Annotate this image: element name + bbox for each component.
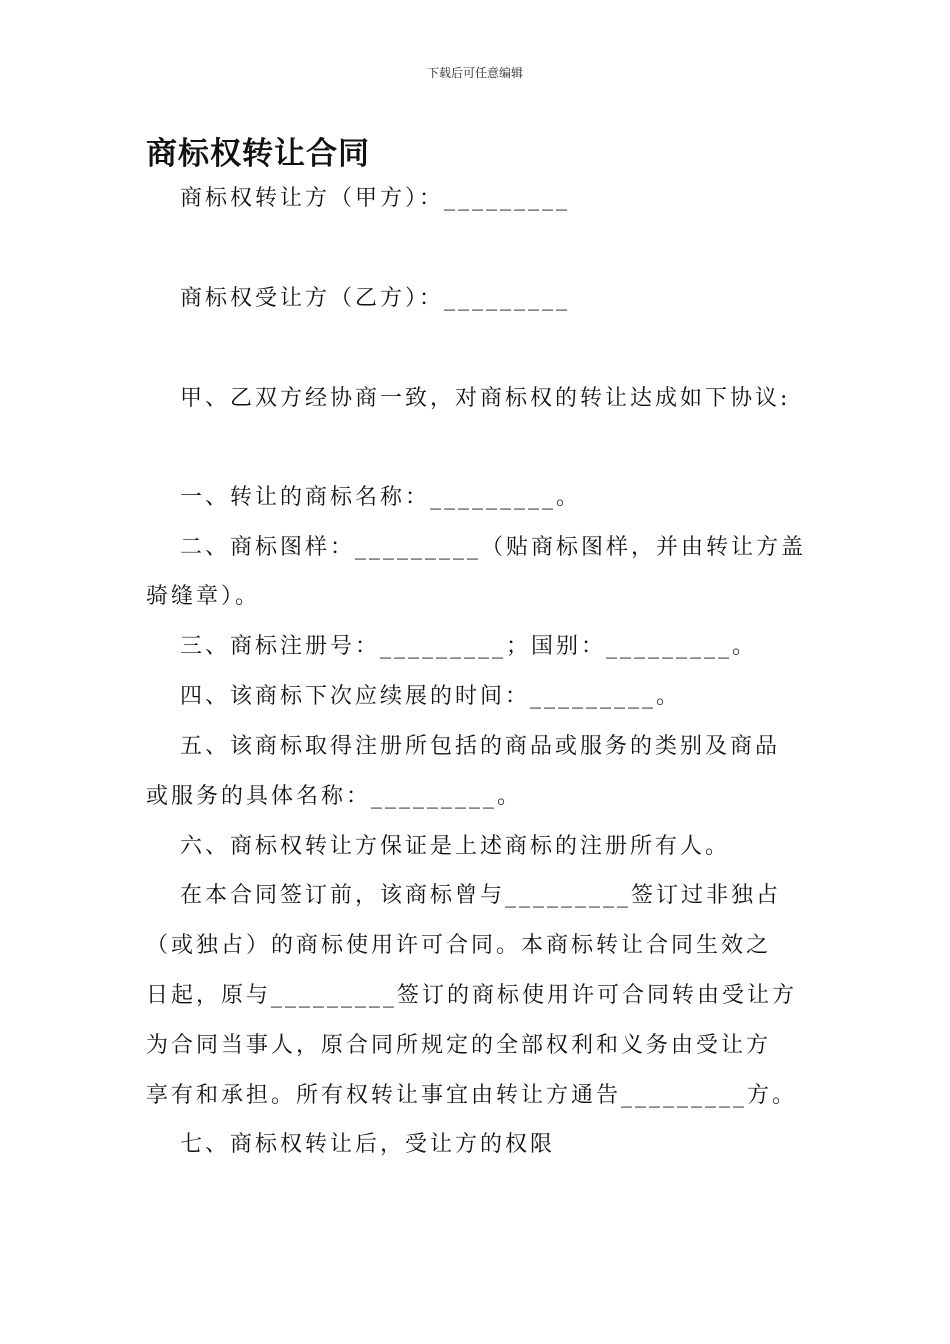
clause-1: 一、转让的商标名称：_________。	[180, 485, 582, 510]
clause-6-paragraph-line-1: 在本合同签订前，该商标曾与_________签订过非独占	[180, 883, 782, 908]
page-header: 下载后可任意编辑	[426, 66, 523, 80]
party-a-line: 商标权转让方（甲方）：_________	[180, 186, 571, 211]
clause-6-paragraph-line-4: 为合同当事人，原合同所规定的全部权利和义务由受让方	[146, 1033, 772, 1058]
clause-5-continued: 或服务的具体名称：_________。	[146, 784, 523, 809]
party-b-line: 商标权受让方（乙方）：_________	[180, 286, 571, 311]
clause-5: 五、该商标取得注册所包括的商品或服务的类别及商品	[180, 734, 781, 759]
clause-4: 四、该商标下次应续展的时间：_________。	[180, 684, 682, 709]
clause-6-paragraph-line-3: 日起，原与_________签订的商标使用许可合同转由受让方	[146, 983, 798, 1008]
agreement-intro: 甲、乙双方经协商一致，对商标权的转让达成如下协议:	[180, 386, 791, 411]
clause-2-continued: 骑缝章）。	[146, 584, 261, 609]
document-title: 商标权转让合同	[146, 136, 370, 172]
clause-6: 六、商标权转让方保证是上述商标的注册所有人。	[180, 834, 731, 859]
clause-7: 七、商标权转让后，受让方的权限	[180, 1132, 556, 1157]
clause-2: 二、商标图样：_________（贴商标图样，并由转让方盖	[180, 535, 807, 560]
clause-3: 三、商标注册号：_________；国别：_________。	[180, 634, 758, 659]
clause-6-paragraph-line-5: 享有和承担。所有权转让事宜由转让方通告_________方。	[146, 1083, 798, 1108]
clause-6-paragraph-line-2: （或独占）的商标使用许可合同。本商标转让合同生效之	[146, 933, 772, 958]
